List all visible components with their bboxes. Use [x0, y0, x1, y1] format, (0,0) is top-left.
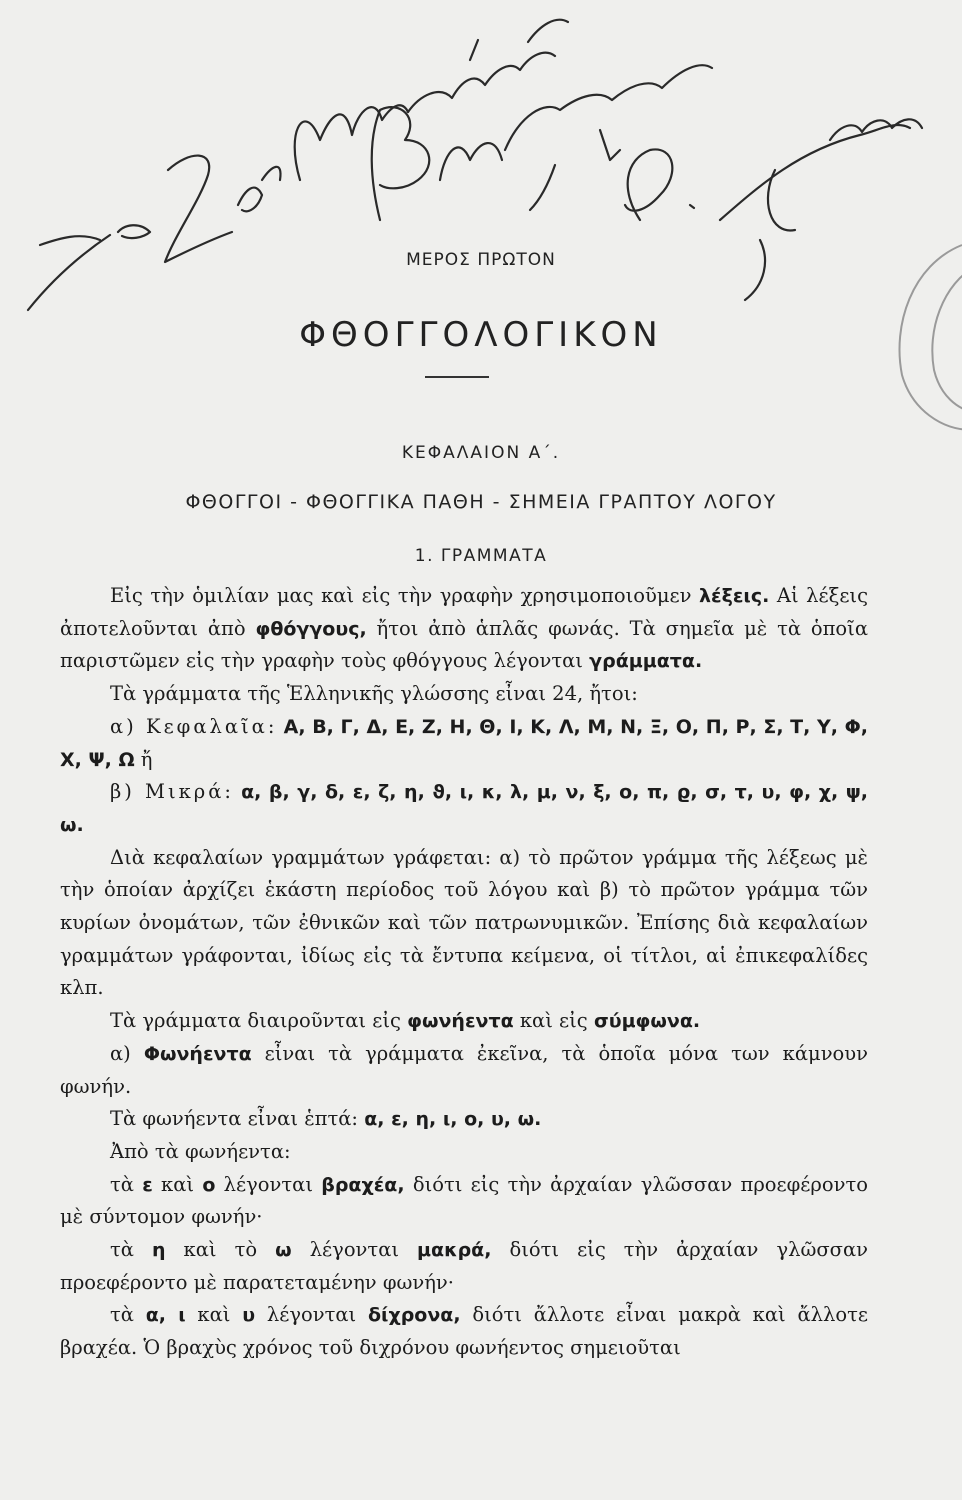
text-run: καὶ [185, 1303, 243, 1327]
text-run: α) [110, 1041, 144, 1065]
vowel-list: α, ε, η, ι, ο, υ, ω. [364, 1108, 542, 1131]
text-run: ἤτοι ἀπὸ ἁπλᾶς φωνάς. Τὰ σημεῖα μὲ τὰ ὁποῖα παριστῶμεν εἰς τὴν γραφὴν τοὺς φθόγγους λέγονται [60, 616, 868, 673]
bold-term: ε [142, 1173, 153, 1196]
text-run: Εἰς τὴν ὁμιλίαν μας καὶ εἰς τὴν γραφὴν χρησιμοποιοῦμεν [110, 584, 700, 607]
bold-term: η [152, 1239, 166, 1262]
paragraph-dichrona [60, 1299, 868, 1364]
list-label: β) Μικρά: [110, 780, 234, 804]
paragraph-2: Τὰ γράμματα τῆς Ἑλληνικῆς γλώσσης εἶναι 24, ἤτοι: [110, 682, 638, 706]
text-run: Τὰ γράμματα διαιροῦνται εἰς [110, 1009, 408, 1033]
capital-letters: Α, Β, Γ, Δ, Ε, Ζ, Η, Θ, Ι, Κ, Λ, Μ, Ν, Ξ, Ο, Π, Ρ, Σ, Τ, Υ, Φ, Χ, Ψ, Ω [60, 715, 868, 771]
text-run: τὰ [110, 1303, 146, 1327]
bold-term: σύμφωνα. [593, 1010, 701, 1033]
bold-term: Φωνήεντα [143, 1042, 252, 1065]
paragraph-long-vowels [60, 1234, 868, 1299]
paragraph-9: Ἀπὸ τὰ φωνήεντα: [110, 1139, 291, 1163]
chapter-heading: ΚΕΦΑΛΑΙΟΝ Α΄. [401, 443, 561, 463]
bold-term: μακρά, [417, 1239, 492, 1262]
text-run: Αἱ λέξεις ἀποτελοῦνται ἀπὸ [60, 584, 868, 640]
text-run: λέγονται [291, 1238, 418, 1262]
bold-term: βραχέα, [321, 1173, 405, 1196]
body-text [60, 580, 868, 1365]
paragraph-6 [60, 1005, 868, 1038]
bold-term: ο [202, 1173, 216, 1196]
text-run: λέγονται [215, 1172, 322, 1196]
text-run: καὶ [152, 1172, 203, 1196]
section-heading: 1. ΓΡΑΜΜΑΤΑ [414, 546, 548, 566]
paragraph-1 [60, 580, 868, 678]
title-divider [425, 376, 489, 378]
chapter-subtitle: ΦΘΟΓΓΟΙ - ΦΘΟΓΓΙΚΑ ΠΑΘΗ - ΣΗΜΕΙΑ ΓΡΑΠΤΟΥ ΛΟΓΟΥ [185, 491, 777, 513]
text-run: Τὰ φωνήεντα εἶναι ἑπτά: [110, 1107, 365, 1131]
text-run: διότι ἄλλοτε εἶναι μακρὰ καὶ ἄλλοτε βραχέα. Ὁ βραχὺς χρόνος τοῦ διχρόνου φωνήεντος σημειοῦται [60, 1303, 868, 1360]
text-run: ἤ [134, 747, 153, 771]
paragraph-8 [60, 1103, 868, 1136]
page-title: ΦΘΟΓΓΟΛΟΓΙΚΟΝ [299, 315, 663, 355]
bold-term: λέξεις. [699, 585, 770, 607]
text-run: τὰ [110, 1172, 143, 1196]
text-run: καὶ τὸ [165, 1238, 276, 1262]
paragraph-7 [60, 1038, 868, 1103]
list-label: α) Κεφαλαῖα: [110, 714, 278, 738]
text-run: διότι εἰς τὴν ἀρχαίαν γλῶσσαν προεφέροντο μὲ σύντομον φωνήν· [60, 1172, 868, 1229]
bold-term: υ [242, 1304, 256, 1327]
bold-term: ω [275, 1239, 292, 1262]
bold-term: φωνήεντα [407, 1010, 514, 1033]
text-run: λέγονται [255, 1303, 368, 1327]
handwritten-signature [0, 0, 962, 330]
paragraph-lowercase [60, 776, 868, 841]
paragraph-5: Διὰ κεφαλαίων γραμμάτων γράφεται: α) τὸ πρῶτον γράμμα τῆς λέξεως μὲ τὴν ὁποίαν ἀρχίζει ἑκάστη περίοδος τοῦ λόγου καὶ β) τὸ πρῶτον γράμμα τῶν κυρίων ὀνομάτων, τῶν ἐθνικῶν καὶ τῶν πατρωνυμικῶν. Ἐπίσης διὰ κεφαλαίων γραμμάτων γράφονται, ἰδίως εἰς τὰ ἔντυπα κείμενα, οἱ τίτλοι, αἱ ἐπικεφαλίδες κλπ. [60, 845, 868, 1000]
bold-term: α, ι [145, 1304, 186, 1327]
text-run: τὰ [110, 1238, 152, 1262]
text-run: διότι εἰς τὴν ἀρχαίαν γλῶσσαν προεφέροντο μὲ παρατεταμένην φωνήν· [60, 1238, 869, 1294]
bold-term: δίχρονα, [367, 1304, 461, 1327]
paragraph-short-vowels [60, 1169, 868, 1234]
text-run: εἶναι τὰ γράμματα ἐκεῖνα, τὰ ὁποῖα μόνα των κάμνουν φωνήν. [60, 1041, 868, 1098]
part-heading: ΜΕΡΟΣ ΠΡΩΤΟΝ [406, 250, 556, 270]
text-run: καὶ εἰς [513, 1009, 594, 1033]
bold-term: φθόγγους, [255, 617, 367, 640]
lowercase-letters: α, β, γ, δ, ε, ζ, η, ϑ, ι, κ, λ, μ, ν, ξ, ο, π, ϱ, σ, τ, υ, φ, χ, ψ, ω. [60, 781, 868, 836]
paragraph-capitals [60, 711, 868, 776]
bold-term: γράμματα. [589, 650, 703, 673]
